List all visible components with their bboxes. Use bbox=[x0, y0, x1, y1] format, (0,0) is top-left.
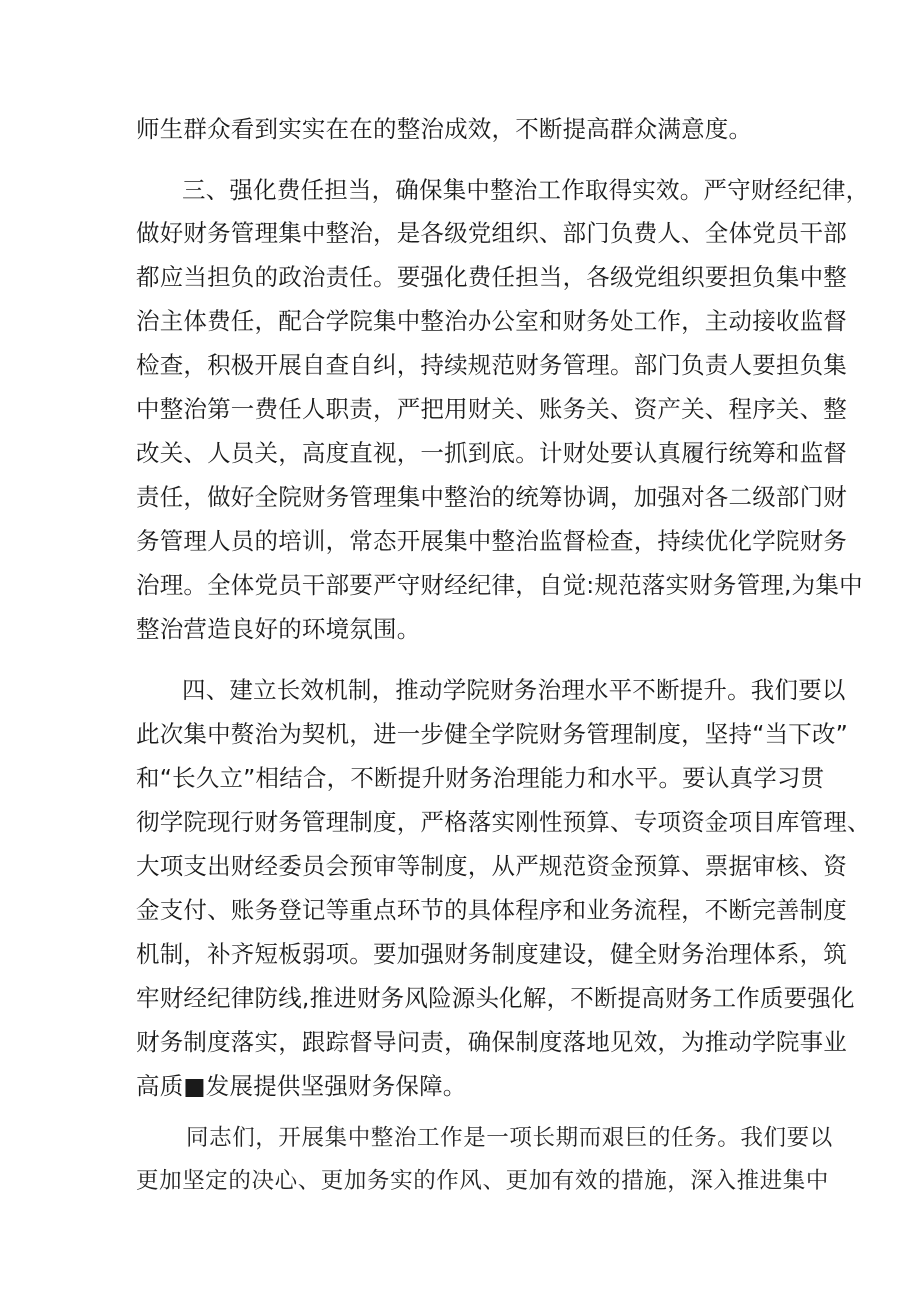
text-line: 整治营造良好的环境氛围。 bbox=[136, 615, 421, 643]
text-line: 三、强化费任担当，确保集中整治工作取得实效。严守财经纪律， bbox=[182, 176, 870, 204]
text-line: 务管理人员的培训，常态开展集中整治监督检查，持续优化学院财务 bbox=[136, 527, 847, 555]
text-line: 四、建立长效机制，推动学院财务治理水平不断提升。我们要以 bbox=[182, 676, 846, 704]
text-line: 财务制度落实，跟踪督导问责，确保制度落地见效，为推动学院事业 bbox=[136, 1028, 847, 1056]
text-line: 彻学院现行财务管理制度，严格落实刚性预算、专项资金项目库管理、 bbox=[136, 808, 871, 836]
text-line: 做好财务管理集中整治，是各级党组织、部门负费人、全体党员干部 bbox=[136, 219, 847, 247]
text-line: 师生群众看到实实在在的整治成效，不断提高群众满意度。 bbox=[136, 115, 753, 143]
text-line: 检查，积极开展自查自纠，持续规范财务管理。部门负责人要担负集 bbox=[136, 351, 847, 379]
text-line: 高质■发展提供坚强财务保障。 bbox=[136, 1072, 467, 1100]
text-line: 更加坚定的决心、更加务实的作风、更加有效的措施，深入推进集中 bbox=[136, 1168, 830, 1194]
text-line: 责任，做好全院财务管理集中整治的统筹协调，加强对各二级部门财 bbox=[136, 483, 847, 511]
text-line: 牢财经纪律防线,推进财务风险源头化解，不断提高财务工作质要强化 bbox=[136, 984, 855, 1012]
text-line: 此次集中赘治为契机，进一步健全学院财务管理制度，坚持“当下改” bbox=[136, 720, 849, 748]
text-line: 改关、人员关，高度直视，一抓到底。计财处要认真履行统筹和监督 bbox=[136, 439, 847, 467]
text-line: 治理。全体党员干部要严守财经纪律，自觉:规范落实财务管理,为集中 bbox=[136, 571, 863, 599]
text-line: 中整治第一费任人职责，严把用财关、账务关、资产关、程序关、整 bbox=[136, 395, 847, 423]
text-line: 大项支出财经委员会预审等制度，从严规范资金预算、票据审核、资 bbox=[136, 852, 847, 880]
text-line: 治主体费任，配合学院集中整治办公室和财务处工作，主动接收监督 bbox=[136, 307, 847, 335]
text-line: 和“长久立”相结合，不断提升财务治理能力和水平。要认真学习贯 bbox=[136, 764, 825, 792]
text-line: 机制，补齐短板弱项。要加强财务制度建设，健全财务治理体系，筑 bbox=[136, 940, 847, 968]
text-line: 同志们，开展集中整治工作是一项长期而艰巨的任务。我们要以 bbox=[186, 1125, 833, 1151]
text-line: 金支付、账务登记等重点环节的具体程序和业务流程，不断完善制度 bbox=[136, 896, 847, 924]
text-line: 都应当担负的政治责任。要强化费任担当，各级党组织要担负集中整 bbox=[136, 263, 847, 291]
